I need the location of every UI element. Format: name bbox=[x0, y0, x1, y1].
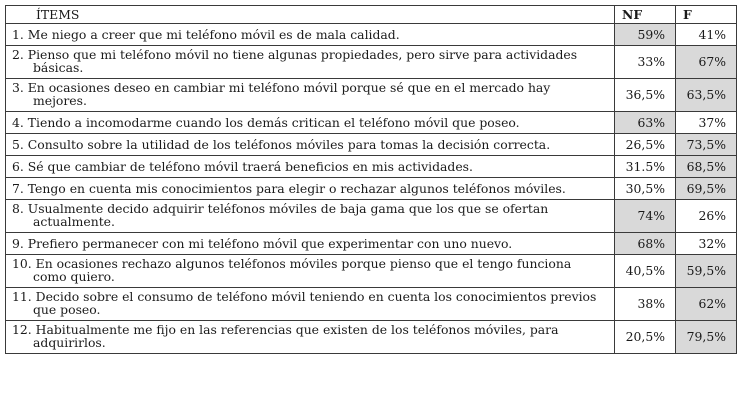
item-cell bbox=[6, 288, 615, 321]
table-row bbox=[6, 79, 737, 112]
nf-value-cell: 74% bbox=[615, 200, 676, 233]
item-cell bbox=[6, 255, 615, 288]
nf-value-cell: 59% bbox=[615, 24, 676, 46]
f-value-cell: 26% bbox=[676, 200, 737, 233]
item-text: 1. Me niego a creer que mi teléfono móvil es de mala calidad. bbox=[12, 26, 400, 42]
f-value-cell: 59,5% bbox=[676, 255, 737, 288]
item-text: 11. Decido sobre el consumo de teléfono móvil teniendo en cuenta los conocimientos previos que poseo. bbox=[12, 288, 597, 317]
f-value-cell: 79,5% bbox=[676, 321, 737, 354]
item-cell bbox=[6, 112, 615, 134]
item-text: 2. Pienso que mi teléfono móvil no tiene algunas propiedades, pero sirve para actividades básicas. bbox=[12, 46, 578, 75]
item-cell bbox=[6, 321, 615, 354]
nf-value-cell: 68% bbox=[615, 233, 676, 255]
item-text: 4. Tiendo a incomodarme cuando los demás critican el teléfono móvil que poseo. bbox=[12, 114, 520, 130]
f-value-cell: 73,5% bbox=[676, 134, 737, 156]
item-cell bbox=[6, 178, 615, 200]
item-text: 9. Prefiero permanecer con mi teléfono móvil que experimentar con uno nuevo. bbox=[12, 235, 513, 251]
table-row bbox=[6, 134, 737, 156]
item-text: 10. En ocasiones rechazo algunos teléfonos móviles porque pienso que el tengo funciona como quiero. bbox=[12, 255, 572, 284]
header-f: F bbox=[676, 6, 737, 24]
table-row bbox=[6, 233, 737, 255]
f-value-cell: 37% bbox=[676, 112, 737, 134]
f-value-cell: 69,5% bbox=[676, 178, 737, 200]
item-cell bbox=[6, 134, 615, 156]
nf-value-cell: 36,5% bbox=[615, 79, 676, 112]
item-cell bbox=[6, 233, 615, 255]
header-nf: NF bbox=[615, 6, 676, 24]
f-value-cell: 67% bbox=[676, 46, 737, 79]
table-row bbox=[6, 178, 737, 200]
f-value-cell: 68,5% bbox=[676, 156, 737, 178]
nf-value-cell: 33% bbox=[615, 46, 676, 79]
nf-value-cell: 31.5% bbox=[615, 156, 676, 178]
nf-value-cell: 40,5% bbox=[615, 255, 676, 288]
survey-results-table bbox=[5, 5, 737, 354]
item-cell bbox=[6, 24, 615, 46]
table-row bbox=[6, 200, 737, 233]
survey-table-container bbox=[5, 5, 737, 354]
item-cell bbox=[6, 79, 615, 112]
item-cell bbox=[6, 46, 615, 79]
table-row bbox=[6, 255, 737, 288]
nf-value-cell: 38% bbox=[615, 288, 676, 321]
item-text: 12. Habitualmente me fijo en las referencias que existen de los teléfonos móviles, para adquirirlos. bbox=[12, 321, 559, 350]
f-value-cell: 32% bbox=[676, 233, 737, 255]
table-row bbox=[6, 321, 737, 354]
table-row bbox=[6, 288, 737, 321]
nf-value-cell: 20,5% bbox=[615, 321, 676, 354]
item-text: 7. Tengo en cuenta mis conocimientos para elegir o rechazar algunos teléfonos móviles. bbox=[12, 180, 566, 196]
nf-value-cell: 63% bbox=[615, 112, 676, 134]
f-value-cell: 62% bbox=[676, 288, 737, 321]
table-header-row bbox=[6, 6, 737, 24]
item-text: 3. En ocasiones deseo en cambiar mi teléfono móvil porque sé que en el mercado hay mejores. bbox=[12, 79, 551, 108]
item-text: 5. Consulto sobre la utilidad de los teléfonos móviles para tomas la decisión correcta. bbox=[12, 136, 551, 152]
f-value-cell: 41% bbox=[676, 24, 737, 46]
item-cell bbox=[6, 156, 615, 178]
nf-value-cell: 26,5% bbox=[615, 134, 676, 156]
table-row bbox=[6, 24, 737, 46]
table-row bbox=[6, 112, 737, 134]
item-text: 8. Usualmente decido adquirir teléfonos móviles de baja gama que los que se ofertan actualmente. bbox=[12, 200, 549, 229]
item-text: 6. Sé que cambiar de teléfono móvil traerá beneficios en mis actividades. bbox=[12, 158, 473, 174]
header-items: ÍTEMS bbox=[6, 6, 615, 24]
f-value-cell: 63,5% bbox=[676, 79, 737, 112]
item-cell bbox=[6, 200, 615, 233]
table-row bbox=[6, 46, 737, 79]
table-row bbox=[6, 156, 737, 178]
nf-value-cell: 30,5% bbox=[615, 178, 676, 200]
